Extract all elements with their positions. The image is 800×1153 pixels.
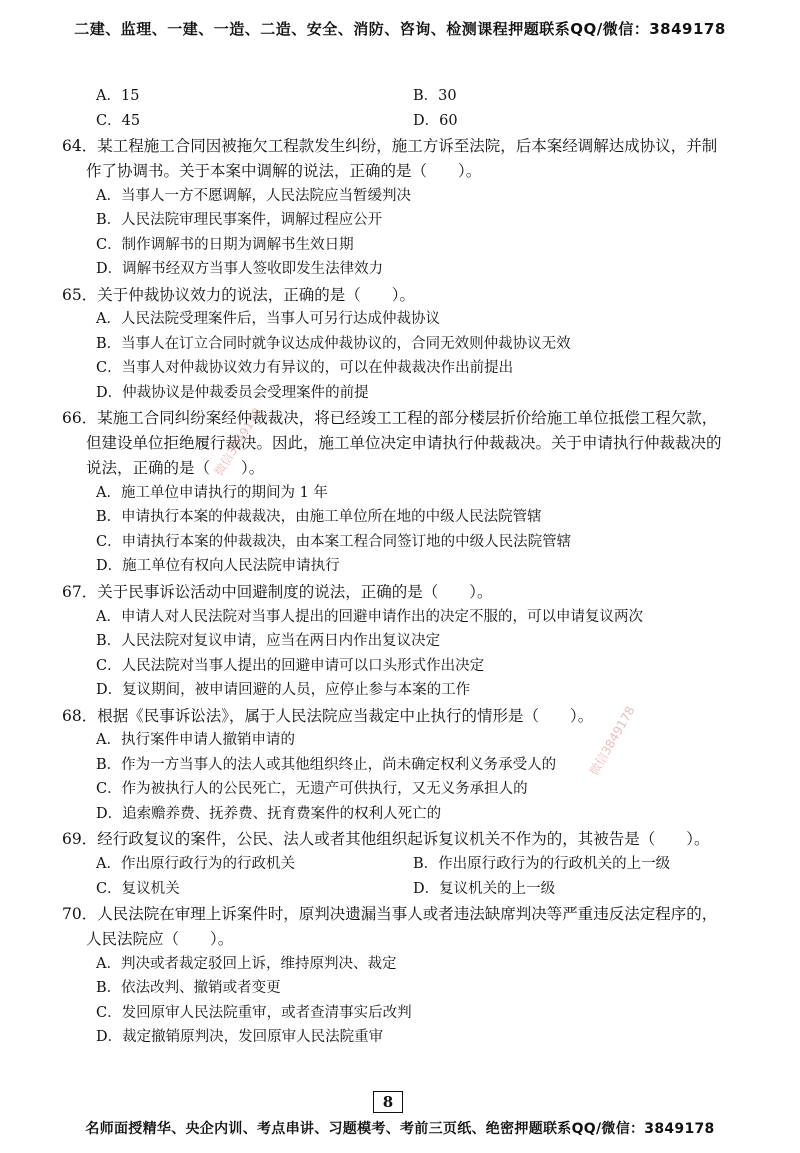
question-64: [62, 134, 730, 282]
watermark: 微信3849178: [586, 703, 638, 778]
watermark: 微信3849178: [211, 405, 265, 479]
option-a: A．人民法院受理案件后，当事人可另行达成仲裁协议: [96, 311, 440, 328]
option-b: B．作出原行政行为的行政机关的上一级: [413, 856, 671, 873]
question-stem: 70．人民法院在审理上诉案件时，原判决遗漏当事人或者违法缺席判决等严重违反法定程序的，人民法院应（ ）。: [62, 905, 718, 948]
question-65: [62, 283, 730, 406]
document-body: [62, 84, 730, 1050]
question-70: [62, 902, 730, 1050]
option-a: A．当事人一方不愿调解，人民法院应当暂缓判决: [96, 187, 411, 204]
option-a: A．申请人对人民法院对当事人提出的回避申请作出的决定不服的，可以申请复议两次: [96, 608, 643, 625]
option-c: C．复议机关: [96, 880, 180, 897]
question-stem: 69．经行政复议的案件，公民、法人或者其他组织起诉复议机关不作为的，其被告是（ ）。: [62, 830, 710, 849]
option-b: B．30: [413, 88, 457, 104]
option-d: D．施工单位有权向人民法院申请执行: [96, 558, 340, 575]
option-c: C．人民法院对当事人提出的回避申请可以口头形式作出决定: [96, 657, 485, 674]
option-d: D．60: [413, 112, 458, 129]
prev-options-row: [62, 109, 730, 134]
question-69: [62, 827, 730, 901]
option-d: D．复议期间，被申请回避的人员，应停止参与本案的工作: [96, 682, 471, 699]
option-a: A．作出原行政行为的行政机关: [96, 856, 295, 873]
option-c: C．作为被执行人的公民死亡，无遗产可供执行，又无义务承担人的: [96, 781, 528, 798]
option-a: A．执行案件申请人撤销申请的: [96, 732, 295, 749]
option-row: [62, 877, 730, 902]
option-b: B．作为一方当事人的法人或其他组织终止，尚未确定权利义务承受人的: [96, 756, 557, 773]
prev-options-row: [62, 84, 730, 109]
option-b: B．依法改判、撤销或者变更: [96, 980, 281, 997]
question-stem: 65．关于仲裁协议效力的说法，正确的是（ ）。: [62, 285, 415, 304]
option-row: [62, 852, 730, 877]
question-stem: 64．某工程施工合同因被拖欠工程款发生纠纷，施工方诉至法院，后本案经调解达成协议，并制作了协调书。关于本案中调解的说法，正确的是（ ）。: [62, 137, 718, 180]
option-c: C．45: [96, 112, 141, 129]
option-a: A．15: [96, 88, 140, 104]
option-d: D．裁定撤销原判决，发回原审人民法院重审: [96, 1029, 384, 1046]
option-a: A．判决或者裁定驳回上诉，维持原判决、裁定: [96, 955, 397, 972]
question-66: [62, 406, 730, 578]
question-67: [62, 580, 730, 703]
option-c: C．申请执行本案的仲裁裁决，由本案工程合同签订地的中级人民法院管辖: [96, 533, 572, 550]
option-d: D．追索赡养费、抚养费、抚育费案件的权利人死亡的: [96, 805, 442, 822]
option-c: C．发回原审人民法院重审，或者查清事实后改判: [96, 1004, 412, 1021]
question-stem: 68．根据《民事诉讼法》，属于人民法院应当裁定中止执行的情形是（ ）。: [62, 706, 594, 725]
option-c: C．当事人对仲裁协议效力有异议的，可以在仲裁裁决作出前提出: [96, 360, 514, 377]
option-d: D．复议机关的上一级: [413, 880, 556, 897]
option-d: D．仲裁协议是仲裁委员会受理案件的前提: [96, 384, 369, 401]
option-b: B．人民法院对复议申请，应当在两日内作出复议决定: [96, 633, 441, 650]
page-number: 8: [373, 1091, 403, 1113]
page-header: 二建、监理、一建、一造、二造、安全、消防、咨询、检测课程押题联系QQ/微信：3849178: [74, 20, 726, 38]
option-b: B．申请执行本案的仲裁裁决，由施工单位所在地的中级人民法院管辖: [96, 509, 542, 526]
page-footer: 名师面授精华、央企内训、考点串讲、习题模考、考前三页纸、绝密押题联系QQ/微信：3849178: [85, 1121, 715, 1137]
option-b: B．当事人在订立合同时就争议达成仲裁协议的，合同无效则仲裁协议无效: [96, 335, 571, 352]
question-stem: 67．关于民事诉讼活动中回避制度的说法，正确的是（ ）。: [62, 582, 493, 601]
option-d: D．调解书经双方当事人签收即发生法律效力: [96, 261, 384, 278]
question-stem: 66．某施工合同纠纷案经仲裁裁决，将已经竣工工程的部分楼层折价给施工单位抵偿工程欠款，但建设单位拒绝履行裁决。因此，施工单位决定申请执行仲裁裁决。关于申请执行仲裁裁决的说法，正确的是（ ）。: [62, 409, 722, 477]
option-c: C．制作调解书的日期为调解书生效日期: [96, 236, 354, 253]
option-a: A．施工单位申请执行的期间为 1 年: [96, 484, 328, 501]
option-b: B．人民法院审理民事案件，调解过程应公开: [96, 212, 383, 229]
